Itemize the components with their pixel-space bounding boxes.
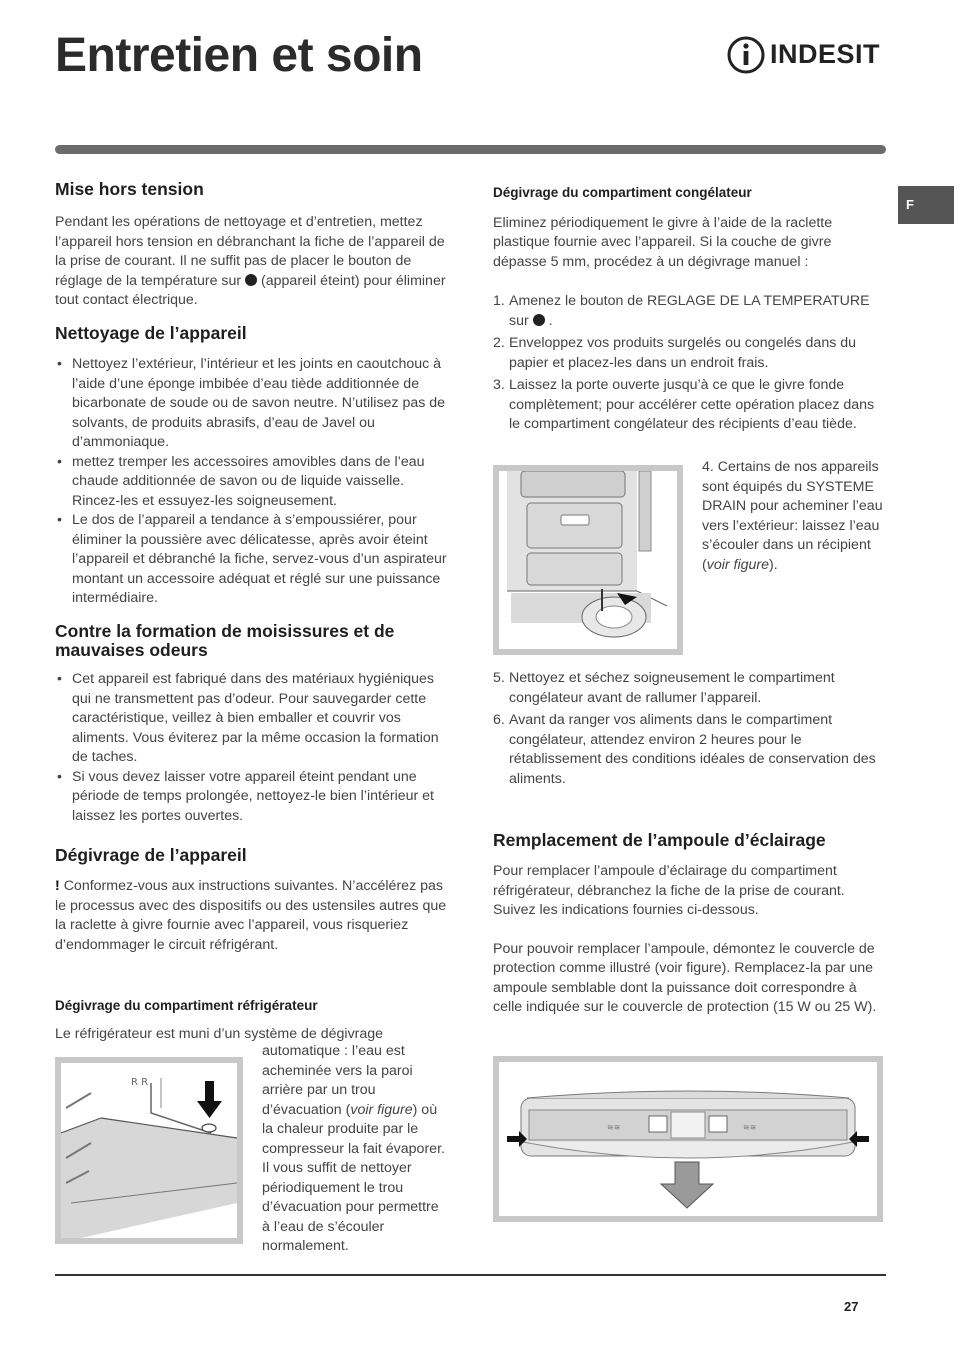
list-item: • Cet appareil est fabriqué dans des matériaux hygiéniques qui ne transmettent pas d’odeur. Pour sauvegarder cette caractéristique, veillez à bien emballer et couvrir vos aliments. Vous éviterez par la même occasion la formation de taches. <box>55 670 455 768</box>
page-number: 27 <box>844 1299 859 1314</box>
congelateur-intro: Eliminez périodiquement le givre à l’aide de la raclette plastique fournie avec l’appareil. Si la couche de givre dépasse 5 mm, procédez à un dégivrage manuel : <box>493 214 833 270</box>
brand-logo-icon <box>726 33 770 77</box>
section-ampoule <box>493 830 887 1018</box>
list-item: 3. Laissez la porte ouverte jusqu’à ce que le givre fonde complètement; pour accélérer cette opération placez dans le compartiment congélateur des récipients d’eau tiède. <box>493 377 875 432</box>
left-column <box>55 179 447 311</box>
footer-divider <box>55 1274 886 1276</box>
lamp-cover-illustration <box>499 1062 877 1216</box>
ampoule-para-1: Pour remplacer l’ampoule d’éclairage du compartiment réfrigérateur, débranchez la fiche de la prise de courant. Suivez les indications fournies ci-dessous. <box>493 863 845 918</box>
section-title-moisissures: Contre la formation de moisissures et de mauvaises odeurs <box>55 621 395 660</box>
brand-logo <box>726 33 886 77</box>
freezer-drain-figure <box>493 465 683 655</box>
fridge-drain-illustration <box>61 1063 237 1238</box>
degivrage-warning: ! Conformez-vous aux instructions suivantes. N’accélérez pas le processus avec des dispositifs ou des ustensiles autres que la raclette à givre fournie avec l’appareil, vous risqueriez d’endommager le circuit réfrigérant. <box>55 878 447 953</box>
moisissures-list <box>55 670 455 826</box>
header-divider <box>55 145 886 154</box>
lamp-cover-figure <box>493 1056 883 1222</box>
section-congelateur <box>493 183 887 438</box>
list-item: 2. Enveloppez vos produits surgelés ou congelés dans du papier et placez-les dans un endroit frais. <box>493 335 857 371</box>
list-item: • Si vous devez laisser votre appareil éteint pendant une période de temps prolongée, nettoyez-le bien l’intérieur et laissez les portes ouvertes. <box>55 768 455 827</box>
off-position-icon <box>533 314 545 326</box>
section-title-ampoule: Remplacement de l’ampoule d’éclairage <box>493 830 826 850</box>
page-title: Entretien et soin <box>55 29 423 82</box>
svg-text:≋≋: ≋≋ <box>607 1123 621 1132</box>
section-degivrage <box>55 845 447 955</box>
congelateur-steps-cont <box>493 669 887 792</box>
section-title-congelateur: Dégivrage du compartiment congélateur <box>493 185 752 200</box>
refrigerateur-text-first: Le réfrigérateur est muni d’un système de dégivrage <box>55 1025 384 1042</box>
congelateur-step4: 4. Certains de nos appareils sont équipés du SYSTEME DRAIN pour acheminer l’eau vers l’extérieur: laissez l’eau s’écouler dans un récipient (voir figure). <box>702 459 883 573</box>
list-item: • mettez tremper les accessoires amovibles dans de l’eau chaude additionnée de savon ou de liquide vaisselle. Rincez-les et essuyez-les soigneusement. <box>55 453 447 512</box>
section-title-refrigerateur: Dégivrage du compartiment réfrigérateur <box>55 998 318 1013</box>
list-item: • Le dos de l’appareil a tendance à s’empoussiérer, pour éliminer la poussière avec délicatesse, après avoir éteint l’appareil et débranché la fiche, servez-vous d’un aspirateur montant un accessoire adéquat et réglé sur une puissance intermédiaire. <box>55 511 447 609</box>
mise-hors-tension-text: Pendant les opérations de nettoyage et d’entretien, mettez l’appareil hors tension en débranchant la fiche de l’appareil de la prise de courant. Il ne suffit pas de placer le bouton de réglage de la température sur (appareil éteint) pour éliminer tout contact électrique. <box>55 214 446 308</box>
ampoule-para-2: Pour pouvoir remplacer l’ampoule, démontez le couvercle de protection comme illustré (voir figure). Remplacez-la par une ampoule semblable dont la puissance doit correspondre à celle indiquée sur le couvercle de protection (15 W ou 25 W). <box>493 940 877 1015</box>
list-item: • Nettoyez l’extérieur, l’intérieur et les joints en caoutchouc à l’aide d’une éponge imbibée d’eau tiède additionnée de bicarbonate de soude ou de savon neutre. N’utilisez pas de solvants, de produits abrasifs, d’eau de Javel ou d’ammoniaque. <box>55 355 447 453</box>
freezer-drain-illustration <box>499 471 677 649</box>
svg-text:≋≋: ≋≋ <box>743 1123 757 1132</box>
refrigerateur-text-wrap: automatique : l’eau est acheminée vers la paroi arrière par un trou d’évacuation (voir figure) où la chaleur produite par le compresseur la fait évaporer. Il vous suffit de nettoyer périodiquement le trou d’évacuation pour permettre à l’eau de s’écouler normalement. <box>262 1043 445 1254</box>
fridge-drain-figure <box>55 1057 243 1244</box>
language-tab: F <box>898 186 954 224</box>
list-item: 5. Nettoyez et séchez soigneusement le compartiment congélateur avant de rallumer l’appareil. <box>493 670 835 706</box>
list-item: 6. Avant da ranger vos aliments dans le compartiment congélateur, attendez environ 2 heures pour le rétablissement des conditions idéales de conservation des aliments. <box>493 712 876 787</box>
list-item: 1. Amenez le bouton de REGLAGE DE LA TEMPERATURE sur . <box>493 293 870 329</box>
nettoyage-list <box>55 355 447 609</box>
section-nettoyage <box>55 323 447 609</box>
section-title-nettoyage: Nettoyage de l’appareil <box>55 323 247 343</box>
congelateur-steps <box>493 292 887 435</box>
section-refrigerateur <box>55 996 447 1044</box>
section-title-degivrage: Dégivrage de l’appareil <box>55 845 247 865</box>
brand-name: INDESIT <box>770 39 881 69</box>
section-title-mise-hors-tension: Mise hors tension <box>55 179 204 199</box>
svg-text:R R: R R <box>131 1077 149 1088</box>
section-moisissures <box>55 622 455 826</box>
warning-mark: ! <box>55 878 60 894</box>
off-position-icon <box>245 274 257 286</box>
